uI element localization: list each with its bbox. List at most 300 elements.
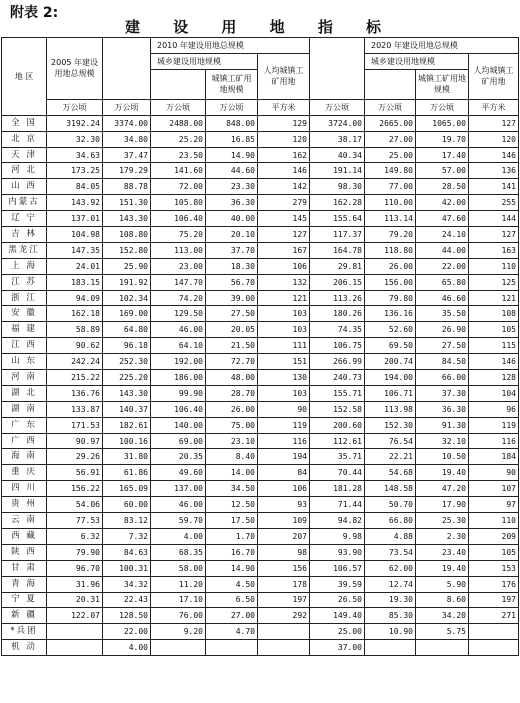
value-cell-i2010: 20.05 <box>206 322 258 338</box>
value-cell-i2020: 37.30 <box>416 385 469 401</box>
value-cell-t2020: 112.61 <box>310 433 365 449</box>
value-cell-y2005: 183.15 <box>47 274 103 290</box>
value-cell-u2020: 27.00 <box>365 131 416 147</box>
value-cell-i2010: 8.40 <box>206 449 258 465</box>
value-cell-y2005: 58.89 <box>47 322 103 338</box>
header-2020-urban-rural: 城乡建设用地规模 <box>365 53 469 69</box>
value-cell-i2020: 57.00 <box>416 163 469 179</box>
value-cell-i2020: 19.70 <box>416 131 469 147</box>
value-cell-y2005: 77.53 <box>47 513 103 529</box>
value-cell-i2020: 10.50 <box>416 449 469 465</box>
table-row <box>2 115 519 131</box>
value-cell-p2010: 106 <box>258 258 310 274</box>
table-row <box>2 528 519 544</box>
value-cell-p2020: 153 <box>469 560 519 576</box>
value-cell-t2010: 225.20 <box>103 370 151 386</box>
value-cell-p2020: 116 <box>469 433 519 449</box>
value-cell-t2010: 22.00 <box>103 624 151 640</box>
table-row <box>2 576 519 592</box>
value-cell-u2020: 79.20 <box>365 227 416 243</box>
value-cell-i2010: 75.00 <box>206 417 258 433</box>
value-cell-u2020: 85.30 <box>365 608 416 624</box>
table-row <box>2 449 519 465</box>
region-cell: 广 西 <box>2 433 47 449</box>
value-cell-p2020: 184 <box>469 449 519 465</box>
value-cell-t2010: 151.30 <box>103 195 151 211</box>
value-cell-u2010: 137.00 <box>151 481 206 497</box>
value-cell-u2010: 46.00 <box>151 497 206 513</box>
value-cell-y2005: 143.92 <box>47 195 103 211</box>
value-cell-p2010: 194 <box>258 449 310 465</box>
value-cell-u2010: 69.00 <box>151 433 206 449</box>
value-cell-i2020: 46.60 <box>416 290 469 306</box>
region-cell: 重 庆 <box>2 465 47 481</box>
value-cell-i2020: 66.00 <box>416 370 469 386</box>
value-cell-p2020: 107 <box>469 481 519 497</box>
value-cell-u2010: 113.00 <box>151 242 206 258</box>
value-cell-i2020: 26.90 <box>416 322 469 338</box>
value-cell-i2020: 19.40 <box>416 560 469 576</box>
region-cell: 广 东 <box>2 417 47 433</box>
table-row <box>2 433 519 449</box>
value-cell-u2020: 50.70 <box>365 497 416 513</box>
region-cell: 西 藏 <box>2 528 47 544</box>
unit-cell: 平方米 <box>258 99 310 115</box>
value-cell-y2005: 56.91 <box>47 465 103 481</box>
value-cell-p2010: 106 <box>258 481 310 497</box>
value-cell-y2005: 242.24 <box>47 354 103 370</box>
value-cell-t2020: 70.44 <box>310 465 365 481</box>
value-cell-t2010: 128.50 <box>103 608 151 624</box>
header-2010-total-blank <box>103 38 151 100</box>
table-row <box>2 227 519 243</box>
value-cell-t2010: 143.30 <box>103 211 151 227</box>
table-row <box>2 592 519 608</box>
value-cell-t2020: 25.00 <box>310 624 365 640</box>
value-cell-u2020: 136.16 <box>365 306 416 322</box>
value-cell-i2010: 14.00 <box>206 465 258 481</box>
value-cell-t2010: 165.09 <box>103 481 151 497</box>
value-cell-y2005: 6.32 <box>47 528 103 544</box>
value-cell-i2010: 39.00 <box>206 290 258 306</box>
value-cell-p2020: 97 <box>469 497 519 513</box>
value-cell-i2020: 25.30 <box>416 513 469 529</box>
region-cell: 山 西 <box>2 179 47 195</box>
value-cell-p2020: 104 <box>469 385 519 401</box>
value-cell-t2020: 200.60 <box>310 417 365 433</box>
value-cell-p2020: 255 <box>469 195 519 211</box>
value-cell-p2020: 119 <box>469 417 519 433</box>
value-cell-t2010: 61.86 <box>103 465 151 481</box>
value-cell-p2010: 103 <box>258 385 310 401</box>
value-cell-i2020: 34.20 <box>416 608 469 624</box>
value-cell-u2020: 106.71 <box>365 385 416 401</box>
unit-cell: 万公顷 <box>103 99 151 115</box>
value-cell-u2010: 49.60 <box>151 465 206 481</box>
value-cell-t2010: 152.80 <box>103 242 151 258</box>
region-cell: 浙 江 <box>2 290 47 306</box>
unit-cell: 万公顷 <box>206 99 258 115</box>
value-cell-t2010: 100.16 <box>103 433 151 449</box>
value-cell-i2010: 848.00 <box>206 115 258 131</box>
value-cell-t2020: 74.35 <box>310 322 365 338</box>
value-cell-u2020: 4.88 <box>365 528 416 544</box>
value-cell-p2020: 121 <box>469 290 519 306</box>
value-cell-i2020: 2.30 <box>416 528 469 544</box>
value-cell-p2010: 116 <box>258 433 310 449</box>
region-cell: 安 徽 <box>2 306 47 322</box>
unit-cell: 万公顷 <box>416 99 469 115</box>
value-cell-y2005: 162.18 <box>47 306 103 322</box>
value-cell-p2020: 120 <box>469 131 519 147</box>
value-cell-p2010: 111 <box>258 338 310 354</box>
value-cell-p2020 <box>469 624 519 640</box>
value-cell-u2020: 54.68 <box>365 465 416 481</box>
value-cell-u2010: 147.70 <box>151 274 206 290</box>
value-cell-i2010: 16.70 <box>206 544 258 560</box>
value-cell-u2020: 200.74 <box>365 354 416 370</box>
value-cell-y2005: 20.31 <box>47 592 103 608</box>
value-cell-t2010: 182.61 <box>103 417 151 433</box>
value-cell-i2020: 28.50 <box>416 179 469 195</box>
table-row <box>2 258 519 274</box>
value-cell-u2010: 74.20 <box>151 290 206 306</box>
header-region: 地 区 <box>2 38 47 116</box>
region-cell: 上 海 <box>2 258 47 274</box>
value-cell-u2010: 2488.00 <box>151 115 206 131</box>
value-cell-p2010: 93 <box>258 497 310 513</box>
header-2010-urban-rural-blank <box>151 69 206 99</box>
region-cell: *兵团 <box>2 624 47 640</box>
value-cell-u2020: 152.30 <box>365 417 416 433</box>
value-cell-t2020: 39.59 <box>310 576 365 592</box>
value-cell-i2010: 14.90 <box>206 147 258 163</box>
value-cell-i2010: 27.00 <box>206 608 258 624</box>
value-cell-t2020: 106.75 <box>310 338 365 354</box>
value-cell-i2020: 36.30 <box>416 401 469 417</box>
region-cell: 海 南 <box>2 449 47 465</box>
value-cell-p2010: 84 <box>258 465 310 481</box>
value-cell-p2020: 125 <box>469 274 519 290</box>
value-cell-y2005: 215.22 <box>47 370 103 386</box>
value-cell-i2010: 18.30 <box>206 258 258 274</box>
construction-land-table <box>1 37 519 656</box>
value-cell-y2005: 32.30 <box>47 131 103 147</box>
value-cell-u2010: 106.40 <box>151 211 206 227</box>
value-cell-p2020: 105 <box>469 544 519 560</box>
value-cell-t2010: 60.00 <box>103 497 151 513</box>
value-cell-i2010: 14.90 <box>206 560 258 576</box>
value-cell-u2020: 118.80 <box>365 242 416 258</box>
value-cell-t2020: 37.00 <box>310 640 365 656</box>
value-cell-u2020: 79.80 <box>365 290 416 306</box>
region-cell: 机 动 <box>2 640 47 656</box>
value-cell-t2020: 266.99 <box>310 354 365 370</box>
value-cell-i2020: 5.90 <box>416 576 469 592</box>
value-cell-t2010: 3374.00 <box>103 115 151 131</box>
table-row <box>2 417 519 433</box>
value-cell-p2020: 176 <box>469 576 519 592</box>
value-cell-t2010: 34.32 <box>103 576 151 592</box>
unit-cell: 万公顷 <box>310 99 365 115</box>
value-cell-p2020: 146 <box>469 147 519 163</box>
value-cell-t2020: 164.78 <box>310 242 365 258</box>
table-row <box>2 338 519 354</box>
value-cell-p2010: 120 <box>258 131 310 147</box>
value-cell-p2020 <box>469 640 519 656</box>
value-cell-u2020: 113.98 <box>365 401 416 417</box>
value-cell-y2005: 90.62 <box>47 338 103 354</box>
value-cell-y2005: 96.70 <box>47 560 103 576</box>
region-cell: 河 南 <box>2 370 47 386</box>
value-cell-p2010: 197 <box>258 592 310 608</box>
value-cell-i2010: 36.30 <box>206 195 258 211</box>
value-cell-i2010: 16.85 <box>206 131 258 147</box>
value-cell-i2010: 23.10 <box>206 433 258 449</box>
value-cell-p2020: 146 <box>469 354 519 370</box>
value-cell-t2020: 35.71 <box>310 449 365 465</box>
header-2010-urban-rural: 城乡建设用地规模 <box>151 53 258 69</box>
value-cell-i2010: 4.70 <box>206 624 258 640</box>
value-cell-u2010: 75.20 <box>151 227 206 243</box>
region-cell: 云 南 <box>2 513 47 529</box>
value-cell-i2020: 42.00 <box>416 195 469 211</box>
value-cell-p2010: 132 <box>258 274 310 290</box>
header-2020-urban-industrial: 城镇工矿用地规模 <box>416 69 469 99</box>
value-cell-p2010: 207 <box>258 528 310 544</box>
unit-cell: 万公顷 <box>151 99 206 115</box>
value-cell-i2010: 17.50 <box>206 513 258 529</box>
value-cell-p2020: 110 <box>469 513 519 529</box>
value-cell-i2020: 19.40 <box>416 465 469 481</box>
header-2005: 2005 年建设用地总规模 <box>47 38 103 100</box>
value-cell-p2010 <box>258 624 310 640</box>
region-cell: 江 苏 <box>2 274 47 290</box>
value-cell-i2020: 35.50 <box>416 306 469 322</box>
region-cell: 吉 林 <box>2 227 47 243</box>
value-cell-u2010: 23.50 <box>151 147 206 163</box>
region-cell: 江 西 <box>2 338 47 354</box>
value-cell-i2010: 4.50 <box>206 576 258 592</box>
value-cell-i2010: 12.50 <box>206 497 258 513</box>
value-cell-i2010: 26.00 <box>206 401 258 417</box>
value-cell-u2010: 99.90 <box>151 385 206 401</box>
region-cell: 陕 西 <box>2 544 47 560</box>
value-cell-p2010: 103 <box>258 322 310 338</box>
value-cell-t2020: 40.34 <box>310 147 365 163</box>
header-2020-total: 2020 年建设用地总规模 <box>365 38 519 54</box>
value-cell-p2020: 127 <box>469 115 519 131</box>
value-cell-t2020: 152.58 <box>310 401 365 417</box>
region-cell: 河 北 <box>2 163 47 179</box>
value-cell-u2020: 62.00 <box>365 560 416 576</box>
value-cell-t2020: 71.44 <box>310 497 365 513</box>
value-cell-i2010 <box>206 640 258 656</box>
table-row <box>2 513 519 529</box>
value-cell-y2005: 173.25 <box>47 163 103 179</box>
header-2010-total: 2010 年建设用地总规模 <box>151 38 310 54</box>
value-cell-y2005: 136.76 <box>47 385 103 401</box>
value-cell-t2020: 106.57 <box>310 560 365 576</box>
table-row <box>2 242 519 258</box>
value-cell-i2010: 48.00 <box>206 370 258 386</box>
value-cell-u2020: 110.00 <box>365 195 416 211</box>
value-cell-t2020: 3724.00 <box>310 115 365 131</box>
value-cell-u2020: 113.14 <box>365 211 416 227</box>
value-cell-t2010: 179.29 <box>103 163 151 179</box>
value-cell-u2010: 58.00 <box>151 560 206 576</box>
value-cell-t2010: 191.92 <box>103 274 151 290</box>
value-cell-y2005: 156.22 <box>47 481 103 497</box>
value-cell-i2010: 34.50 <box>206 481 258 497</box>
unit-cell: 万公顷 <box>365 99 416 115</box>
value-cell-u2020: 76.54 <box>365 433 416 449</box>
value-cell-u2020: 10.90 <box>365 624 416 640</box>
region-cell: 天 津 <box>2 147 47 163</box>
value-cell-t2010: 64.80 <box>103 322 151 338</box>
value-cell-t2010: 252.30 <box>103 354 151 370</box>
value-cell-i2010: 1.70 <box>206 528 258 544</box>
value-cell-p2010: 103 <box>258 306 310 322</box>
value-cell-p2010: 121 <box>258 290 310 306</box>
value-cell-p2010: 142 <box>258 179 310 195</box>
value-cell-u2010: 68.35 <box>151 544 206 560</box>
value-cell-u2020: 148.58 <box>365 481 416 497</box>
value-cell-t2010: 22.43 <box>103 592 151 608</box>
value-cell-t2010: 102.34 <box>103 290 151 306</box>
header-2020-total-blank <box>310 38 365 100</box>
value-cell-p2020: 271 <box>469 608 519 624</box>
value-cell-u2020: 25.00 <box>365 147 416 163</box>
value-cell-p2020: 163 <box>469 242 519 258</box>
value-cell-y2005: 79.90 <box>47 544 103 560</box>
header-2020-urban-rural-blank <box>365 69 416 99</box>
value-cell-i2020: 32.10 <box>416 433 469 449</box>
value-cell-u2020: 194.00 <box>365 370 416 386</box>
table-row <box>2 465 519 481</box>
region-cell: 新 疆 <box>2 608 47 624</box>
value-cell-u2010: 20.35 <box>151 449 206 465</box>
table-row <box>2 608 519 624</box>
value-cell-t2010: 108.80 <box>103 227 151 243</box>
value-cell-y2005: 147.35 <box>47 242 103 258</box>
value-cell-p2010: 90 <box>258 401 310 417</box>
value-cell-t2020: 162.28 <box>310 195 365 211</box>
table-row <box>2 385 519 401</box>
value-cell-u2010: 23.00 <box>151 258 206 274</box>
value-cell-u2010: 76.00 <box>151 608 206 624</box>
value-cell-u2010: 25.20 <box>151 131 206 147</box>
value-cell-t2010: 169.00 <box>103 306 151 322</box>
table-row <box>2 401 519 417</box>
value-cell-t2010: 7.32 <box>103 528 151 544</box>
value-cell-p2020: 108 <box>469 306 519 322</box>
value-cell-p2020: 110 <box>469 258 519 274</box>
value-cell-t2020: 29.81 <box>310 258 365 274</box>
table-row <box>2 481 519 497</box>
value-cell-t2020: 94.82 <box>310 513 365 529</box>
value-cell-t2020: 155.64 <box>310 211 365 227</box>
value-cell-u2020: 22.21 <box>365 449 416 465</box>
region-cell: 全 国 <box>2 115 47 131</box>
value-cell-y2005: 122.07 <box>47 608 103 624</box>
region-cell: 宁 夏 <box>2 592 47 608</box>
value-cell-u2020: 12.74 <box>365 576 416 592</box>
value-cell-p2020: 209 <box>469 528 519 544</box>
value-cell-t2020: 9.98 <box>310 528 365 544</box>
value-cell-t2010: 34.80 <box>103 131 151 147</box>
value-cell-y2005 <box>47 624 103 640</box>
value-cell-t2020: 191.14 <box>310 163 365 179</box>
value-cell-u2010: 59.70 <box>151 513 206 529</box>
value-cell-p2010: 130 <box>258 370 310 386</box>
table-row <box>2 370 519 386</box>
header-2010-per-capita: 人均城镇工矿用地 <box>258 53 310 99</box>
value-cell-i2010: 6.50 <box>206 592 258 608</box>
value-cell-y2005: 104.98 <box>47 227 103 243</box>
value-cell-t2020: 113.26 <box>310 290 365 306</box>
value-cell-u2010: 64.10 <box>151 338 206 354</box>
appendix-label: 附表 2: <box>10 5 59 21</box>
value-cell-y2005: 133.87 <box>47 401 103 417</box>
region-cell: 湖 北 <box>2 385 47 401</box>
value-cell-i2020: 27.50 <box>416 338 469 354</box>
value-cell-t2010: 84.63 <box>103 544 151 560</box>
value-cell-i2020: 44.00 <box>416 242 469 258</box>
value-cell-i2020 <box>416 640 469 656</box>
value-cell-t2020: 98.30 <box>310 179 365 195</box>
value-cell-t2010: 88.78 <box>103 179 151 195</box>
value-cell-i2010: 40.00 <box>206 211 258 227</box>
value-cell-y2005: 137.01 <box>47 211 103 227</box>
value-cell-i2010: 44.60 <box>206 163 258 179</box>
table-row <box>2 497 519 513</box>
value-cell-t2020: 180.26 <box>310 306 365 322</box>
region-cell: 四 川 <box>2 481 47 497</box>
value-cell-y2005: 54.06 <box>47 497 103 513</box>
value-cell-u2020 <box>365 640 416 656</box>
value-cell-p2020: 90 <box>469 465 519 481</box>
value-cell-i2010: 21.50 <box>206 338 258 354</box>
unit-cell: 平方米 <box>469 99 519 115</box>
value-cell-t2010: 140.37 <box>103 401 151 417</box>
value-cell-p2020: 197 <box>469 592 519 608</box>
value-cell-p2020: 136 <box>469 163 519 179</box>
value-cell-i2020: 47.60 <box>416 211 469 227</box>
value-cell-u2010: 9.20 <box>151 624 206 640</box>
value-cell-t2020: 181.28 <box>310 481 365 497</box>
value-cell-u2010: 46.00 <box>151 322 206 338</box>
value-cell-y2005: 29.26 <box>47 449 103 465</box>
table-row <box>2 640 519 656</box>
value-cell-i2010: 23.30 <box>206 179 258 195</box>
value-cell-p2020: 141 <box>469 179 519 195</box>
value-cell-t2020: 240.73 <box>310 370 365 386</box>
value-cell-u2020: 26.00 <box>365 258 416 274</box>
value-cell-i2010: 72.70 <box>206 354 258 370</box>
value-cell-i2010: 27.50 <box>206 306 258 322</box>
value-cell-p2010: 129 <box>258 115 310 131</box>
value-cell-p2010 <box>258 640 310 656</box>
value-cell-p2010: 162 <box>258 147 310 163</box>
value-cell-u2010: 192.00 <box>151 354 206 370</box>
value-cell-i2010: 28.70 <box>206 385 258 401</box>
value-cell-u2020: 69.50 <box>365 338 416 354</box>
value-cell-p2020: 127 <box>469 227 519 243</box>
value-cell-p2020: 128 <box>469 370 519 386</box>
value-cell-y2005: 31.96 <box>47 576 103 592</box>
value-cell-y2005: 34.63 <box>47 147 103 163</box>
